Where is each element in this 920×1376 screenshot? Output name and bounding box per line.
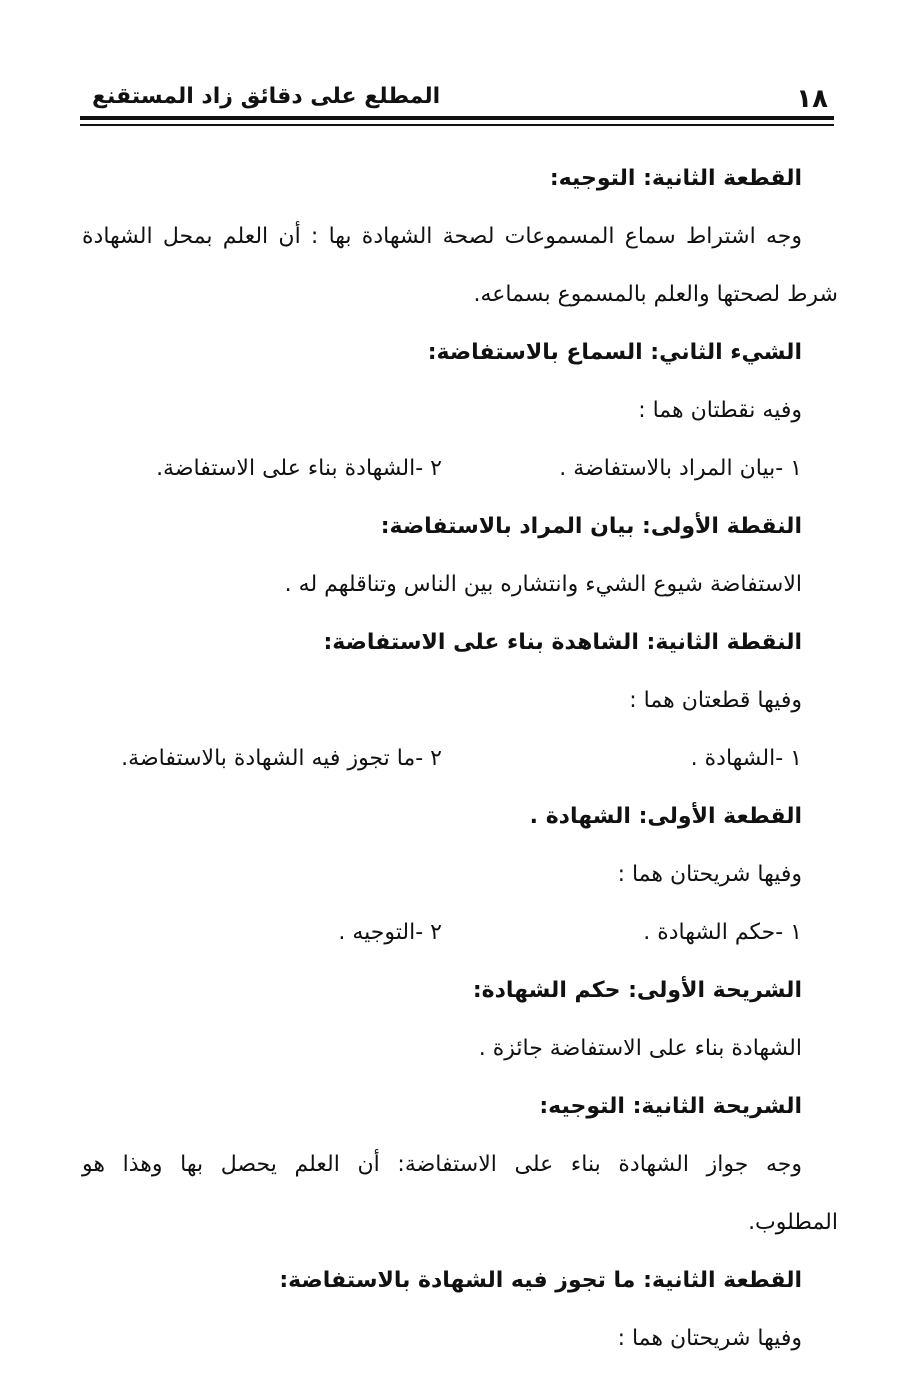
- paragraph: الاستفاضة شيوع الشيء وانتشاره بين الناس وتناقلهم له .: [284, 572, 802, 597]
- paragraph-line: المطلوب.: [748, 1210, 838, 1235]
- paragraph: وفيها قطعتان هما :: [629, 688, 802, 713]
- section-heading: القطعة الثانية: التوجيه:: [549, 166, 802, 191]
- numbered-list: [82, 730, 802, 788]
- section-heading: النقطة الثانية: الشاهدة بناء على الاستفاضة:: [323, 630, 802, 655]
- paragraph: الشهادة بناء على الاستفاضة جائزة .: [478, 1036, 802, 1061]
- paragraph-line: وجه اشتراط سماع المسموعات لصحة الشهادة بها : أن العلم بمحل الشهادة: [82, 224, 802, 249]
- numbered-list: [82, 440, 802, 498]
- section-heading: الشيء الثاني: السماع بالاستفاضة:: [427, 340, 802, 365]
- list-item: ١ -بيان المراد بالاستفاضة .: [559, 456, 802, 481]
- page-number: ١٨: [796, 84, 828, 114]
- paragraph: وفيها شريحتان هما :: [617, 1326, 802, 1351]
- page-header: [82, 70, 834, 114]
- section-heading: القطعة الأولى: الشهادة .: [529, 804, 802, 829]
- page-body: [82, 150, 838, 1368]
- paragraph: وفيه نقطتان هما :: [638, 398, 802, 423]
- paragraph-line: وجه جواز الشهادة بناء على الاستفاضة: أن العلم يحصل بها وهذا هو: [82, 1152, 802, 1177]
- section-heading: الشريحة الأولى: حكم الشهادة:: [472, 978, 802, 1003]
- paragraph: وفيها شريحتان هما :: [617, 862, 802, 887]
- section-heading: النقطة الأولى: بيان المراد بالاستفاضة:: [380, 514, 802, 539]
- paragraph-line: شرط لصحتها والعلم بالمسموع بسماعه.: [473, 282, 838, 307]
- running-title: المطلع على دقائق زاد المستقنع: [92, 84, 441, 109]
- header-rule-thick: [80, 116, 834, 120]
- numbered-list: [82, 904, 802, 962]
- list-item: ٢ -الشهادة بناء على الاستفاضة.: [156, 456, 442, 481]
- list-item: ٢ -التوجيه .: [338, 920, 442, 945]
- section-heading: الشريحة الثانية: التوجيه:: [539, 1094, 802, 1119]
- list-item: ١ -الشهادة .: [690, 746, 802, 771]
- list-item: ١ -حكم الشهادة .: [643, 920, 802, 945]
- header-rule-thin: [80, 124, 834, 126]
- list-item: ٢ -ما تجوز فيه الشهادة بالاستفاضة.: [121, 746, 442, 771]
- section-heading: القطعة الثانية: ما تجوز فيه الشهادة بالاستفاضة:: [279, 1268, 802, 1293]
